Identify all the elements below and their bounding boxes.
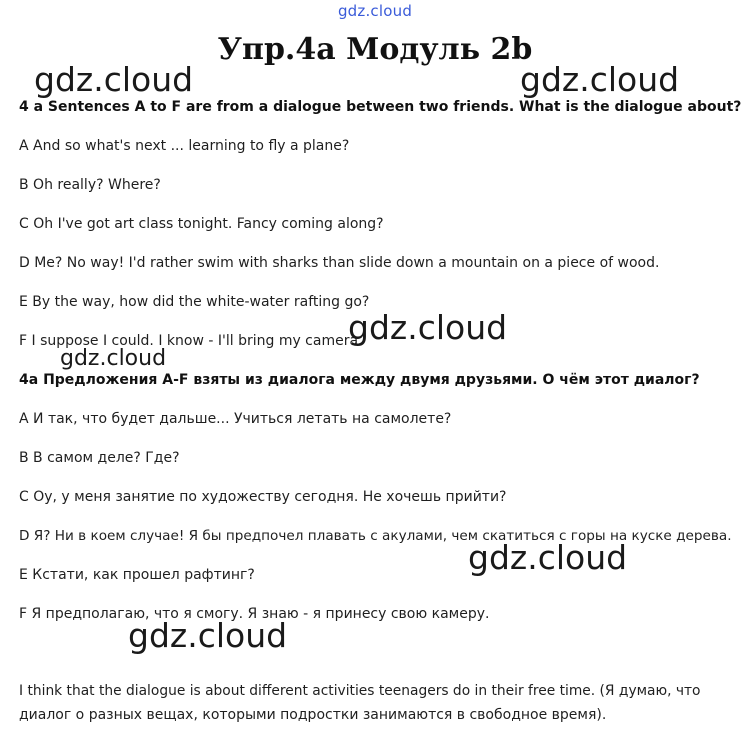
russian-line-d: D Я? Ни в коем случае! Я бы предпочел плавать с акулами, чем скатиться с горы на куске дерева. — [19, 528, 732, 544]
english-line-c: C Oh I've got art class tonight. Fancy coming along? — [19, 216, 384, 232]
watermark: gdz.cloud — [60, 346, 167, 371]
watermark: gdz.cloud — [348, 308, 508, 347]
english-line-d: D Me? No way! I'd rather swim with sharks than slide down a mountain on a piece of wood. — [19, 255, 660, 271]
russian-task: 4a Предложения A-F взяты из диалога между двумя друзьями. О чём этот диалог? — [19, 372, 700, 388]
watermark: gdz.cloud — [468, 538, 628, 577]
russian-line-f: F Я предполагаю, что я смогу. Я знаю - я принесу свою камеру. — [19, 606, 490, 622]
watermark: gdz.cloud — [34, 60, 194, 99]
watermark: gdz.cloud — [520, 60, 680, 99]
russian-line-a: A И так, что будет дальше... Учиться летать на самолете? — [19, 411, 452, 427]
russian-line-e: E Кстати, как прошел рафтинг? — [19, 567, 255, 583]
watermark: gdz.cloud — [128, 616, 288, 655]
english-line-a: A And so what's next ... learning to fly a plane? — [19, 138, 350, 154]
top-watermark: gdz.cloud — [337, 2, 413, 20]
english-task: 4 a Sentences A to F are from a dialogue between two friends. What is the dialogue about? — [19, 99, 742, 115]
english-line-e: E By the way, how did the white-water rafting go? — [19, 294, 370, 310]
english-line-b: B Oh really? Where? — [19, 177, 161, 193]
page-title: Упр.4a Модуль 2b — [217, 32, 533, 67]
russian-line-b: B В самом деле? Где? — [19, 450, 180, 466]
answer-line-1: I think that the dialogue is about different activities teenagers do in their free time. (Я думаю, что — [19, 683, 701, 699]
russian-line-c: C Оу, у меня занятие по художеству сегодня. Не хочешь прийти? — [19, 489, 507, 505]
answer-line-2: диалог о разных вещах, которыми подростки занимаются в свободное время). — [19, 707, 607, 723]
english-line-f: F I suppose I could. I know - I'll bring my camera. — [19, 333, 363, 349]
